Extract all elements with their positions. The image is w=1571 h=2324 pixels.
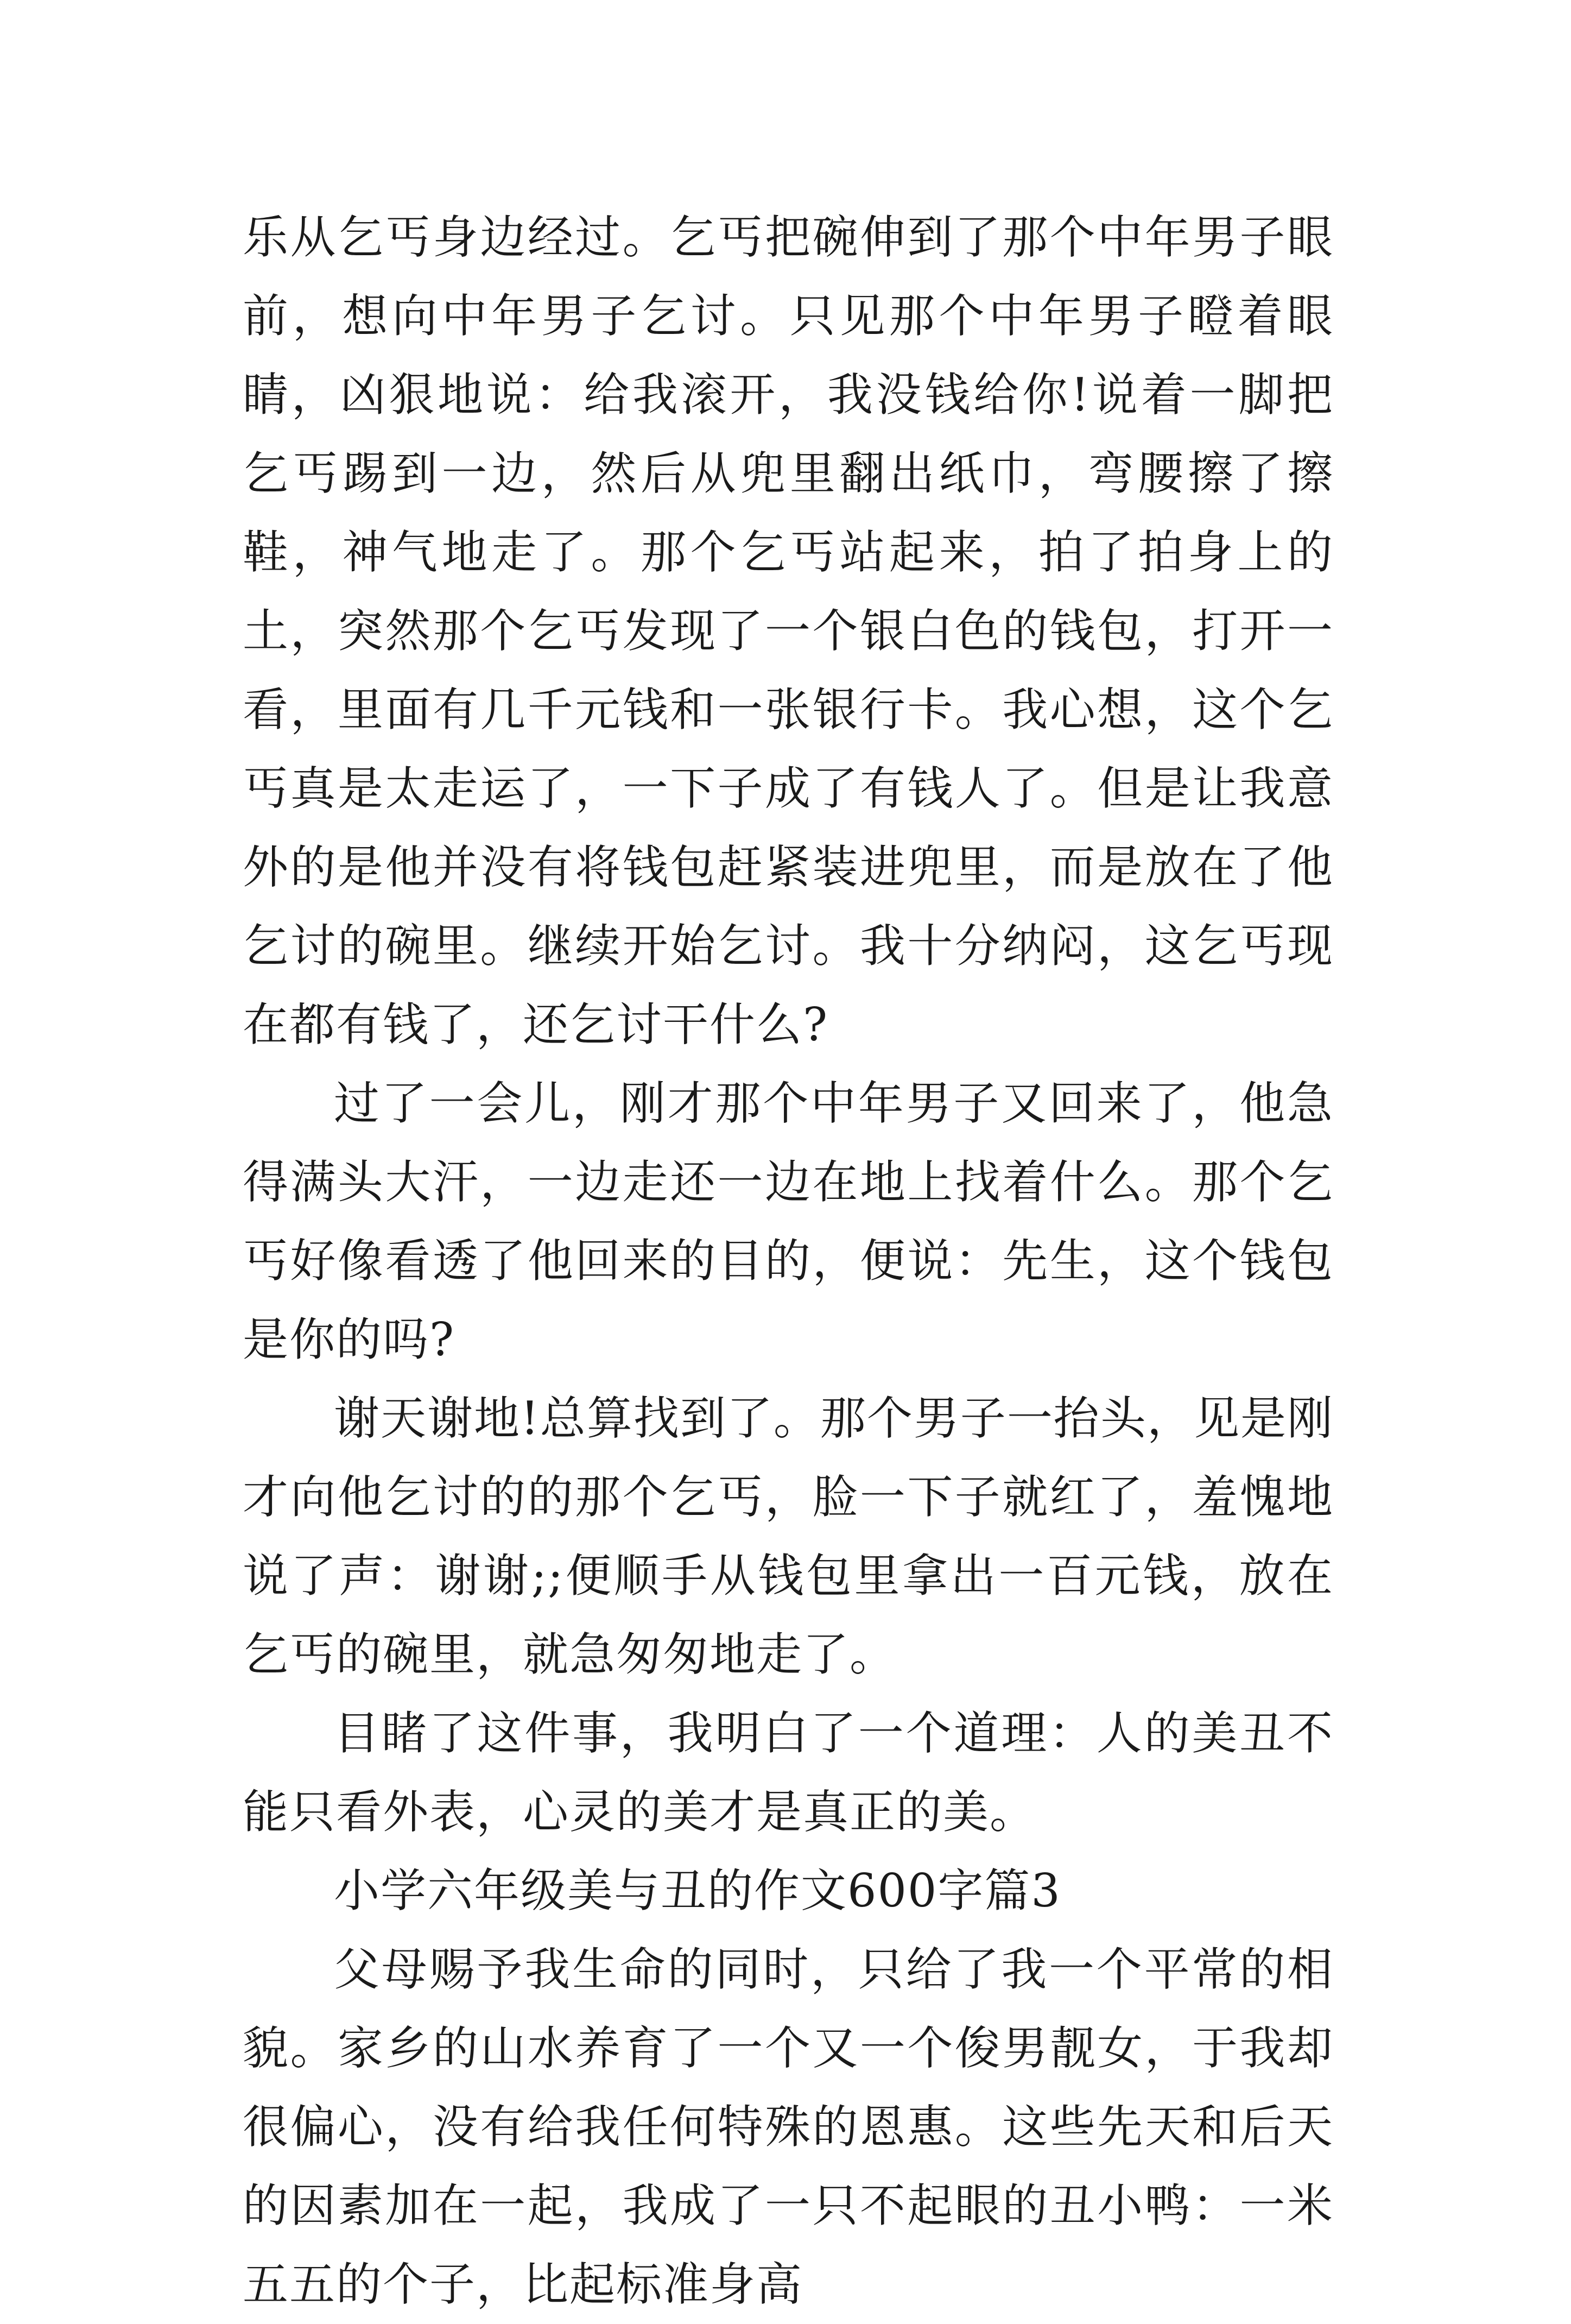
- paragraph: 过了一会儿，刚才那个中年男子又回来了，他急得满头大汗，一边走还一边在地上找着什么。那个乞丐好像看透了他回来的目的，便说：先生，这个钱包是你的吗?: [243, 1077, 1334, 1366]
- document-body: [243, 198, 1334, 2324]
- paragraph: 谢天谢地!总算找到了。那个男子一抬头，见是刚才向他乞讨的的那个乞丐，脸一下子就红了，羞愧地说了声：谢谢;;便顺手从钱包里拿出一百元钱，放在乞丐的碗里，就急匆匆地走了。: [243, 1392, 1334, 1681]
- paragraph: 父母赐予我生命的同时，只给了我一个平常的相貌。家乡的山水养育了一个又一个俊男靓女，于我却很偏心，没有给我任何特殊的恩惠。这些先天和后天的因素加在一起，我成了一只不起眼的丑小鸭：一米五五的个子，比起标准身高: [243, 1943, 1334, 2311]
- paragraph: 目睹了这件事，我明白了一个道理：人的美丑不能只看外表，心灵的美才是真正的美。: [243, 1707, 1334, 1839]
- paragraph-continuation: 乐从乞丐身边经过。乞丐把碗伸到了那个中年男子眼前，想向中年男子乞讨。只见那个中年男子瞪着眼睛，凶狠地说：给我滚开，我没钱给你!说着一脚把乞丐踢到一边，然后从兜里翻出纸巾，弯腰擦了擦鞋，神气地走了。那个乞丐站起来，拍了拍身上的土，突然那个乞丐发现了一个银白色的钱包，打开一看，里面有几千元钱和一张银行卡。我心想，这个乞丐真是太走运了，一下子成了有钱人了。但是让我意外的是他并没有将钱包赶紧装进兜里，而是放在了他乞讨的碗里。继续开始乞讨。我十分纳闷，这乞丐现在都有钱了，还乞讨干什么?: [243, 211, 1334, 1051]
- section-heading: 小学六年级美与丑的作文600字篇3: [334, 1864, 1061, 1917]
